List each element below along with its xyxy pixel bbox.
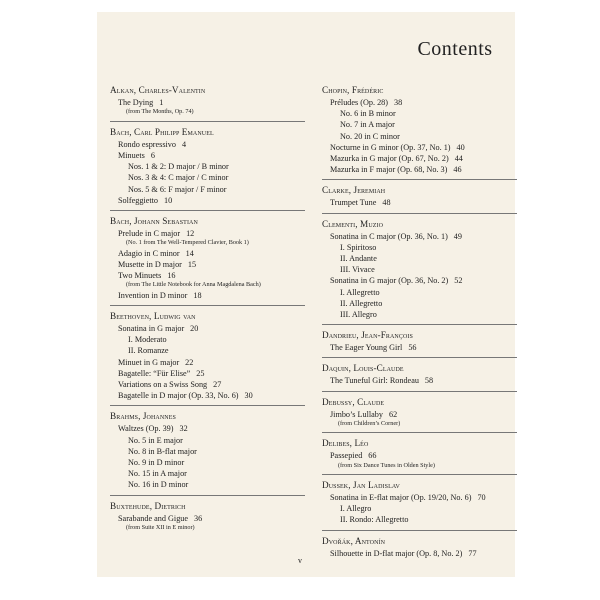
toc-entry[interactable] [322,342,522,353]
composer-heading: Clementi, Muzio [322,218,384,229]
entry-title: Minuets [118,150,145,160]
toc-subentry: I. Allegretto [340,287,380,297]
entry-page-number: 70 [477,493,486,503]
entry-page-number: 56 [408,343,417,353]
entry-title: Minuet in G major [118,357,180,367]
entry-title: Bagatelle: “Für Elise” [118,368,191,378]
entry-page-number: 6 [150,150,155,160]
toc-entry[interactable] [322,197,522,208]
toc-subentry: No. 7 in A major [340,120,395,130]
toc-entry[interactable] [322,375,522,386]
entry-title: Solfeggietto [118,195,159,205]
entry-page-number: 27 [213,379,222,389]
section-divider [110,210,305,211]
toc-subentry: No. 15 in A major [128,469,187,479]
entry-title: Sonatina in C major (Op. 36, No. 1) [330,231,448,241]
toc-subentry: II. Romanze [128,346,169,356]
section-divider [322,474,517,475]
entry-title: Sonatina in E-flat major (Op. 19/20, No. 6) [330,493,472,503]
entry-title: The Dying [118,98,154,107]
composer-heading: Delibes, Léo [322,438,369,449]
section-divider [110,405,305,406]
entry-title: Jimbo’s Lullaby [330,409,383,419]
section-divider [322,357,517,358]
section-divider [110,305,305,306]
toc-subentry: I. Moderato [128,335,167,345]
composer-heading: Bach, Johann Sebastian [110,215,198,226]
entry-title: The Eager Young Girl [330,343,403,353]
entry-source-note: (from Children’s Corner) [338,419,401,427]
toc-subentry: No. 5 in E major [128,435,183,445]
page-number: v [298,556,302,565]
entry-page-number: 20 [190,323,199,333]
page-title-text: Contents [417,38,493,60]
entry-page-number: 62 [389,409,398,419]
entry-page-number: 16 [167,271,176,281]
toc-entry[interactable] [110,390,315,401]
toc-entry[interactable] [322,142,522,153]
composer-heading: Daquin, Louis-Claude [322,363,404,374]
toc-entry[interactable] [322,450,522,461]
section-divider [322,213,517,214]
right-column [322,84,522,559]
entry-page-number: 30 [244,391,253,401]
toc-subentry: III. Allegro [340,310,377,320]
entry-source-note: (from The Months, Op. 74) [126,108,194,116]
entry-page-number: 46 [453,165,462,175]
toc-entry[interactable] [110,323,315,334]
toc-subentry: II. Rondo: Allegretto [340,515,409,525]
toc-entry[interactable] [322,164,522,175]
entry-source-note: (from The Little Notebook for Anna Magdalena Bach) [126,281,261,289]
entry-page-number: 18 [193,290,202,300]
entry-page-number: 66 [368,451,377,461]
entry-title: Rondo espressivo [118,139,176,149]
entry-page-number: 1 [159,98,164,107]
entry-page-number: 48 [382,198,391,208]
entry-page-number: 32 [179,424,188,434]
toc-subentry: Nos. 1 & 2: D major / B minor [128,162,229,172]
toc-subentry: III. Vivace [340,265,375,275]
toc-entry[interactable] [110,150,315,161]
entry-title: Passepied [330,451,363,461]
entry-title: Invention in D minor [118,290,188,300]
toc-entry[interactable] [322,153,522,164]
entry-title: Adagio in C minor [118,248,180,258]
composer-heading: Buxtehude, Dietrich [110,500,186,511]
toc-subentry: No. 6 in B minor [340,109,396,119]
toc-entry[interactable] [110,423,315,434]
section-divider [110,495,305,496]
entry-page-number: 4 [182,139,187,149]
composer-heading: Brahms, Johannes [110,411,176,422]
entry-title: The Tuneful Girl: Rondeau [330,376,419,386]
toc-subentry: Nos. 5 & 6: F major / F minor [128,184,227,194]
entry-page-number: 77 [468,548,477,558]
entry-title: Sonatina in G major (Op. 36, No. 2) [330,276,449,286]
toc-subentry: No. 20 in C minor [340,131,400,141]
entry-title: Two Minuets [118,271,162,281]
composer-heading: Debussy, Claude [322,396,385,407]
composer-heading: Clarke, Jeremiah [322,185,386,196]
entry-page-number: 15 [187,259,197,269]
left-column [110,84,315,532]
section-divider [322,432,517,433]
entry-page-number: 22 [185,357,194,367]
entry-title: Prelude in C major [118,228,181,238]
toc-entry[interactable] [110,97,315,108]
toc-entry[interactable] [110,368,315,379]
entry-title: Waltzes (Op. 39) [118,424,174,434]
entry-page-number: 10 [164,195,173,205]
toc-entry[interactable] [110,290,315,301]
entry-page-number: 36 [194,513,203,523]
toc-entry[interactable] [110,248,315,259]
toc-subentry: No. 8 in B-flat major [128,446,197,456]
page-title [0,38,600,61]
entry-title: Silhouette in D-flat major (Op. 8, No. 2) [330,548,463,558]
toc-subentry: I. Spiritoso [340,242,377,252]
entry-page-number: 49 [453,231,462,241]
entry-page-number: 52 [454,276,463,286]
toc-entry[interactable] [110,357,315,368]
toc-subentry: Nos. 3 & 4: C major / C minor [128,173,229,183]
section-divider [322,391,517,392]
entry-page-number: 58 [424,376,434,386]
entry-title: Bagatelle in D major (Op. 33, No. 6) [118,391,239,401]
entry-source-note: (from Six Dance Tunes in Olden Style) [338,461,435,469]
toc-entry[interactable] [110,228,315,239]
entry-source-note: (from Suite XII in E minor) [126,523,195,531]
entry-source-note: (No. 1 from The Well-Tempered Clavier, Book 1) [126,239,249,247]
toc-entry[interactable] [110,259,315,270]
entry-page-number: 12 [186,228,195,238]
section-divider [322,530,517,531]
composer-heading: Chopin, Frédéric [322,85,384,95]
entry-title: Mazurka in F major (Op. 68, No. 3) [330,165,448,175]
entry-page-number: 44 [454,154,463,164]
toc-entry[interactable] [110,270,315,281]
toc-subentry: II. Andante [340,254,377,264]
entry-page-number: 25 [196,368,205,378]
section-divider [322,179,517,180]
entry-title: Sarabande and Gigue [118,513,189,523]
toc-subentry: No. 16 in D minor [128,480,189,490]
entry-page-number: 14 [185,248,194,258]
toc-subentry: II. Allegretto [340,298,383,308]
toc-subentry: I. Allegro [340,504,372,514]
entry-title: Préludes (Op. 28) [330,98,388,107]
section-divider [322,324,517,325]
toc-subentry: No. 9 in D minor [128,457,185,467]
composer-heading: Dvořák, Antonín [322,535,386,546]
composer-heading: Dussek, Jan Ladislav [322,480,400,491]
entry-title: Musette in D major [118,259,182,269]
entry-title: Trumpet Tune [330,198,377,208]
entry-title: Mazurka in G major (Op. 67, No. 2) [330,154,449,164]
toc-entry[interactable] [322,492,522,503]
toc-entry[interactable] [322,97,522,108]
composer-heading: Dandrieu, Jean-François [322,330,413,341]
entry-page-number: 38 [393,98,403,107]
composer-heading: Alkan, Charles-Valentin [110,85,206,95]
toc-entry[interactable] [110,139,315,150]
toc-entry[interactable] [322,275,522,286]
toc-entry[interactable] [110,195,315,206]
composer-heading: Beethoven, Ludwig van [110,310,196,321]
entry-title: Sonatina in G major [118,323,185,333]
toc-entry[interactable] [322,409,522,420]
section-divider [110,121,305,122]
entry-title: Variations on a Swiss Song [118,379,208,389]
entry-page-number: 40 [456,142,465,152]
toc-entry[interactable] [322,231,522,242]
toc-entry[interactable] [110,379,315,390]
entry-title: Nocturne in G minor (Op. 37, No. 1) [330,142,451,152]
composer-heading: Bach, Carl Philipp Emanuel [110,126,214,137]
toc-entry[interactable] [110,513,315,524]
